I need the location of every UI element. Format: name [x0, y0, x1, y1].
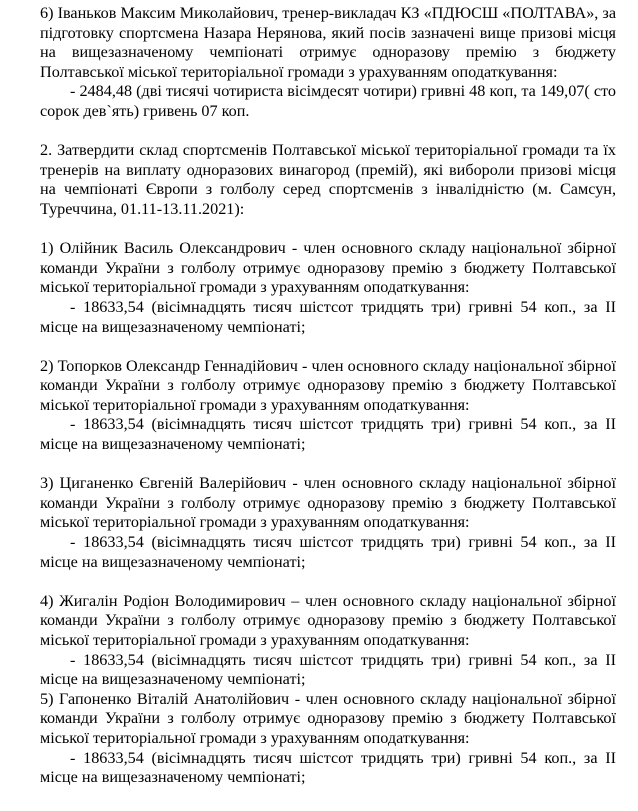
- athlete-4-amount: - 18633,54 (вісімнадцять тисяч шістсот тридцять три) гривні 54 коп., за ІІ місце на вищезазначеному чемпіонаті;: [40, 650, 616, 689]
- athlete-1-text: 1) Олійник Василь Олександрович - член основного складу національної збірної команди України з голболу отримує одноразову премію з бюджету Полтавської міської територіальної громади з урахуванням оподаткування:: [40, 239, 616, 297]
- athlete-2-amount: - 18633,54 (вісімнадцять тисяч шістсот тридцять три) гривні 54 коп., за ІІ місце на вищезазначеному чемпіонаті;: [40, 415, 616, 454]
- athlete-1-amount: - 18633,54 (вісімнадцять тисяч шістсот тридцять три) гривні 54 коп., за ІІ місце на вищезазначеному чемпіонаті;: [40, 297, 616, 336]
- athlete-5-text: 5) Гапоненко Віталій Анатолійович - член основного складу національної збірної команди України з голболу отримує одноразову премію з бюджету Полтавської міської територіальної громади з урахуванням оподаткування:: [40, 689, 616, 747]
- athlete-2-text: 2) Топорков Олександр Геннадійович - член основного складу національної збірної команди України з голболу отримує одноразову премію з бюджету Полтавської міської територіальної громади з урахуванням оподаткування:: [40, 356, 616, 414]
- paragraph-gap: [40, 122, 616, 142]
- paragraph-gap: [40, 220, 616, 240]
- athlete-3-amount: - 18633,54 (вісімнадцять тисяч шістсот тридцять три) гривні 54 коп., за ІІ місце на вищезазначеному чемпіонаті;: [40, 533, 616, 571]
- athlete-3-text: 3) Циганенко Євгеній Валерійович - член основного складу національної збірної команди України з голболу отримує одноразову премію з бюджету Полтавської міської територіальної громади з урахуванням оподаткування:: [40, 474, 616, 532]
- paragraph-gap: [40, 337, 616, 357]
- item-6-amount: - 2484,48 (дві тисячі чотириста вісімдесят чотири) гривні 48 коп, та 149,07( сто сорок дев`ять) гривень 07 коп.: [40, 82, 616, 120]
- document-page: [40, 4, 616, 788]
- paragraph-gap: [40, 455, 616, 475]
- athlete-5-amount: - 18633,54 (вісімнадцять тисяч шістсот тридцять три) гривні 54 коп., за ІІ місце на вищезазначеному чемпіонаті;: [40, 748, 616, 787]
- item-6-text: 6) Іваньков Максим Миколайович, тренер-викладач КЗ «ПДЮСШ «ПОЛТАВА», за підготовку спортсмена Назара Нерянова, який посів зазначені вище призові місця на вищезазначеному чемпіонаті отримує одноразову премію з бюджету Полтавської міської територіальної громади з урахуванням оподаткування:: [40, 4, 616, 81]
- section-2-heading: 2. Затвердити склад спортсменів Полтавської міської територіальної громади та їх тренерів на виплату одноразових винагород (премій), які вибороли призові місця на чемпіонаті Європи з голболу серед спортсменів з інвалідністю (м. Самсун, Туреччина, 01.11-13.11.2021):: [40, 141, 616, 218]
- athlete-4-text: 4) Жигалін Родіон Володимирович – член основного складу національної збірної команди України з голболу отримує одноразову премію з бюджету Полтавської міської територіальної громади з урахуванням оподаткування:: [40, 591, 616, 649]
- paragraph-gap: [40, 572, 616, 592]
